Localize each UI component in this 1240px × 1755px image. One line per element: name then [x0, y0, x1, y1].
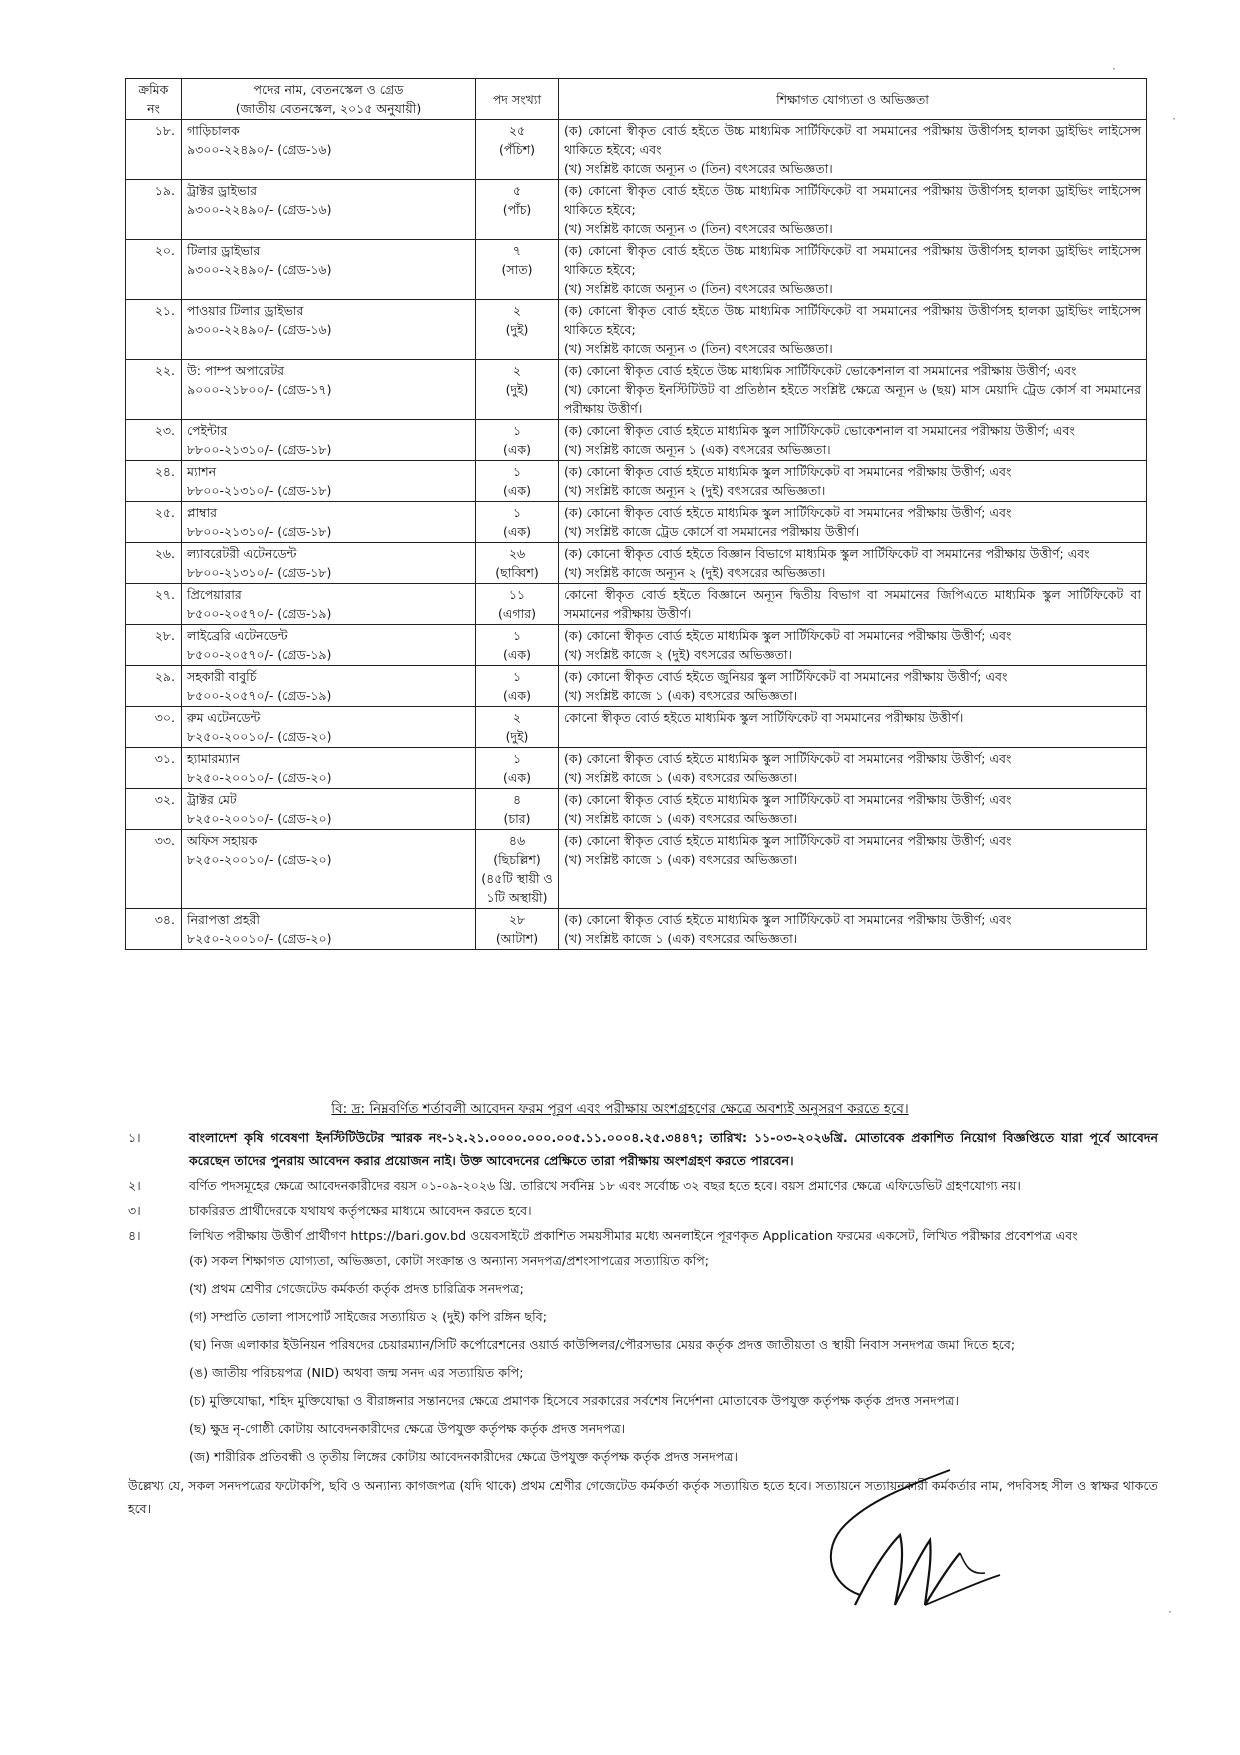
post-count: ২৬ — [508, 546, 526, 561]
header-post — [182, 79, 476, 120]
row-qualification — [559, 625, 1147, 666]
term-item — [128, 1224, 1158, 1247]
post-name: ট্রাক্টর মেট — [187, 792, 237, 807]
post-pay-scale: ৮২৫০-২০০১০/- (গ্রেড-২০) — [187, 770, 332, 785]
post-name: সহকারী বাবুর্চি — [187, 669, 257, 684]
row-count — [476, 584, 559, 625]
post-count: ১ — [512, 628, 522, 643]
row-qualification — [559, 789, 1147, 830]
term-number: ৪। — [128, 1228, 141, 1243]
qualification-line: (ক) কোনো স্বীকৃত বোর্ড হইতে মাধ্যমিক স্কুল সার্টিফিকেট বা সমমানের পরীক্ষায় উত্তীর্ণ; এবং — [564, 751, 1012, 766]
qualification-line: (খ) সংশ্লিষ্ট কাজে ১ (এক) বৎসরের অভিজ্ঞতা। — [564, 770, 798, 785]
term-item — [128, 1174, 1158, 1197]
post-name: টিলার ড্রাইভার — [187, 243, 261, 258]
table-row — [126, 707, 1147, 748]
term-number: ১। — [128, 1130, 141, 1145]
qualification-line: (খ) সংশ্লিষ্ট কাজে অন্যূন ২ (দুই) বৎসরের অভিজ্ঞতা। — [564, 565, 826, 580]
qualification-line: (খ) সংশ্লিষ্ট কাজে অন্যূন ২ (দুই) বৎসরের অভিজ্ঞতা। — [564, 483, 826, 498]
qualification-line: (ক) কোনো স্বীকৃত বোর্ড হইতে উচ্চ মাধ্যমিক সার্টিফিকেট বা সমমানের পরীক্ষায় উত্তীর্ণসহ হালকা ড্রাইভিং লাইসেন্স থাকিতে হইবে; — [564, 183, 1141, 217]
row-serial: ১৯. — [126, 180, 182, 240]
table-row — [126, 360, 1147, 420]
table-row — [126, 666, 1147, 707]
qualification-line: (ক) কোনো স্বীকৃত বোর্ড হইতে মাধ্যমিক স্কুল সার্টিফিকেট বা সমমানের পরীক্ষায় উত্তীর্ণ; এবং — [564, 464, 1012, 479]
post-pay-scale: ৮৮০০-২১৩১০/- (গ্রেড-১৮) — [187, 483, 332, 498]
post-name: ম্যাশন — [187, 464, 217, 479]
row-post — [182, 909, 476, 950]
checklist-item: (ছ) ক্ষুদ্র নৃ-গোষ্ঠী কোটায় আবেদনকারীদের ক্ষেত্রে উপযুক্ত কর্তৃপক্ষ কর্তৃক প্রদত্ত সনদপত্র। — [189, 1421, 626, 1436]
row-count — [476, 180, 559, 240]
post-name: ল্যাবরেটরী এটেনডেন্ট — [187, 546, 297, 561]
post-count: ৪ — [512, 792, 522, 807]
term-text: লিখিত পরীক্ষায় উত্তীর্ণ প্রার্থীগণ https://bari.gov.bd ওয়েবসাইটে প্রকাশিত সময়সীমার মধ্যে অনলাইনে পূরণকৃত Application ফরমের একসেট, লিখিত পরীক্ষার প্রবেশপত্র এবং — [189, 1228, 1078, 1243]
post-pay-scale: ৮২৫০-২০০১০/- (গ্রেড-২০) — [187, 811, 332, 826]
row-count — [476, 748, 559, 789]
qualification-line: (খ) সংশ্লিষ্ট কাজে অন্যূন ৩ (তিন) বৎসরের অভিজ্ঞতা। — [564, 281, 833, 296]
checklist-item: (গ) সম্প্রতি তোলা পাসপোর্ট সাইজের সত্যায়িত ২ (দুই) কপি রঙ্গিন ছবি; — [189, 1309, 547, 1324]
table-row — [126, 625, 1147, 666]
scan-speck-top: · — [1112, 62, 1116, 76]
row-serial: ২৯. — [126, 666, 182, 707]
post-count-words: (দুই) — [505, 729, 529, 744]
post-count: ৭ — [512, 243, 522, 258]
post-count-words: (চার) — [503, 811, 531, 826]
post-pay-scale: ৮২৫০-২০০১০/- (গ্রেড-২০) — [187, 931, 332, 946]
qualification-line: (ক) কোনো স্বীকৃত বোর্ড হইতে উচ্চ মাধ্যমিক সার্টিফিকেট ভোকেশনাল বা সমমানের পরীক্ষায় উত্তীর্ণ; এবং — [564, 363, 1077, 378]
post-count: ১১ — [508, 587, 526, 602]
row-count — [476, 909, 559, 950]
post-pay-scale: ৯৩০০-২২৪৯০/- (গ্রেড-১৬) — [187, 322, 332, 337]
term-text: চাকরিরত প্রার্থীদেরকে যথাযথ কর্তৃপক্ষের মাধ্যমে আবেদন করতে হবে। — [189, 1203, 532, 1218]
row-count — [476, 666, 559, 707]
post-count: ৪৬ — [508, 833, 526, 848]
row-post — [182, 180, 476, 240]
qualification-line: (খ) সংশ্লিষ্ট কাজে ২ (দুই) বৎসরের অভিজ্ঞতা। — [564, 647, 793, 662]
post-name: ট্রাক্টর ড্রাইভার — [187, 183, 258, 198]
terms-items — [128, 1126, 1158, 1247]
table-row — [126, 748, 1147, 789]
qualification-line: (ক) কোনো স্বীকৃত বোর্ড হইতে উচ্চ মাধ্যমিক সার্টিফিকেট বা সমমানের পরীক্ষায় উত্তীর্ণসহ হালকা ড্রাইভিং লাইসেন্স থাকিতে হইবে; — [564, 243, 1141, 277]
row-qualification — [559, 748, 1147, 789]
qualification-line: (খ) সংশ্লিষ্ট কাজে ট্রেড কোর্সে বা সমমানের পরীক্ষায় উত্তীর্ণ। — [564, 524, 860, 539]
post-name: প্রিপেয়ারার — [187, 587, 242, 602]
post-pay-scale: ৮৮০০-২১৩১০/- (গ্রেড-১৮) — [187, 442, 332, 457]
post-name: হ্যামারম্যান — [187, 751, 240, 766]
table-row — [126, 120, 1147, 180]
term-text: বাংলাদেশ কৃষি গবেষণা ইনস্টিটিউটের স্মারক নং-১২.২১.০০০০.০০০.০০৫.১১.০০০৪.২৫.৩৪৪৭; তারিখ: ১১-০৩-২০২৬খ্রি. মোতাবেক প্রকাশিত নিয়োগ বিজ্ঞপ্তিতে যারা পূর্বে আবেদন করেছেন তাদের পুনরায় আবেদন করার প্রয়োজন নাই। উক্ত আবেদনের প্রেক্ষিতে তারা পরীক্ষায় অংশগ্রহণ করতে পারবেন। — [189, 1130, 1158, 1168]
row-count — [476, 300, 559, 360]
signature-mark — [800, 1455, 1040, 1625]
row-qualification — [559, 584, 1147, 625]
row-qualification — [559, 707, 1147, 748]
row-serial: ৩৪. — [126, 909, 182, 950]
post-count: ২৮ — [508, 912, 526, 927]
qualification-line: (খ) সংশ্লিষ্ট কাজে অন্যূন ৩ (তিন) বৎসরের অভিজ্ঞতা। — [564, 161, 833, 176]
post-pay-scale: ৯০০০-২১৮০০/- (গ্রেড-১৭) — [187, 382, 332, 397]
row-count — [476, 625, 559, 666]
row-qualification — [559, 180, 1147, 240]
row-qualification — [559, 666, 1147, 707]
row-post — [182, 360, 476, 420]
row-serial: ৩১. — [126, 748, 182, 789]
post-count: ২৫ — [508, 123, 526, 138]
row-qualification — [559, 120, 1147, 180]
row-serial: ২৪. — [126, 461, 182, 502]
row-qualification — [559, 830, 1147, 909]
row-qualification — [559, 502, 1147, 543]
post-name: অফিস সহায়ক — [187, 833, 258, 848]
row-count — [476, 420, 559, 461]
post-count-words: (সাত) — [501, 262, 533, 277]
post-name: রুম এটেনডেন্ট — [187, 710, 261, 725]
post-name: গাড়িচালক — [187, 123, 240, 138]
post-count-words: (এক) — [502, 442, 531, 457]
qualification-line: (খ) সংশ্লিষ্ট কাজে অন্যূন ৩ (তিন) বৎসরের অভিজ্ঞতা। — [564, 341, 833, 356]
checklist-item: (ঘ) নিজ এলাকার ইউনিয়ন পরিষদের চেয়ারম্যান/সিটি কর্পোরেশনের ওয়ার্ড কাউন্সিলর/পৌরসভার মেয়র কর্তৃক প্রদত্ত জাতীয়তা ও স্থায়ী নিবাস সনদপত্র জমা দিতে হবে; — [189, 1337, 1016, 1352]
row-count — [476, 360, 559, 420]
post-pay-scale: ৮৮০০-২১৩১০/- (গ্রেড-১৮) — [187, 565, 332, 580]
post-pay-scale: ৯৩০০-২২৪৯০/- (গ্রেড-১৬) — [187, 202, 332, 217]
row-qualification — [559, 240, 1147, 300]
table-row — [126, 461, 1147, 502]
checklist-item: (ক) সকল শিক্ষাগত যোগ্যতা, অভিজ্ঞতা, কোটা সংক্রান্ত ও অন্যান্য সনদপত্র/প্রশংসাপত্রের সত্যায়িত কপি; — [189, 1253, 710, 1268]
row-post — [182, 502, 476, 543]
post-name: পাওয়ার টিলার ড্রাইভার — [187, 303, 304, 318]
term-number: ২। — [128, 1178, 141, 1193]
header-post-subtitle: (জাতীয় বেতনস্কেল, ২০১৫ অনুযায়ী) — [235, 101, 422, 116]
row-count — [476, 461, 559, 502]
header-post-title: পদের নাম, বেতনস্কেল ও গ্রেড — [253, 82, 404, 97]
qualification-line: (ক) কোনো স্বীকৃত বোর্ড হইতে মাধ্যমিক স্কুল সার্টিফিকেট বা সমমানের পরীক্ষায় উত্তীর্ণ; এবং — [564, 833, 1012, 848]
scan-speck-right: · — [1172, 112, 1176, 126]
header-qualification: শিক্ষাগত যোগ্যতা ও অভিজ্ঞতা — [559, 79, 1147, 120]
post-pay-scale: ৯৩০০-২২৪৯০/- (গ্রেড-১৬) — [187, 142, 332, 157]
row-qualification — [559, 300, 1147, 360]
row-serial: ৩৩. — [126, 830, 182, 909]
table-row — [126, 300, 1147, 360]
table-row — [126, 502, 1147, 543]
post-count-words: (এক) — [502, 688, 531, 703]
post-count: ৫ — [512, 183, 522, 198]
post-count: ১ — [512, 505, 522, 520]
row-post — [182, 584, 476, 625]
table-row — [126, 909, 1147, 950]
row-serial: ২৩. — [126, 420, 182, 461]
row-post — [182, 300, 476, 360]
row-serial: ২৭. — [126, 584, 182, 625]
row-count — [476, 707, 559, 748]
post-pay-scale: ৮৮০০-২১৩১০/- (গ্রেড-১৮) — [187, 524, 332, 539]
qualification-line: (ক) কোনো স্বীকৃত বোর্ড হইতে উচ্চ মাধ্যমিক সার্টিফিকেট বা সমমানের পরীক্ষায় উত্তীর্ণসহ হালকা ড্রাইভিং লাইসেন্স থাকিতে হইবে; এবং — [564, 123, 1141, 157]
post-name: উ: পাম্প অপারেটর — [187, 363, 285, 378]
table-row — [126, 180, 1147, 240]
row-count — [476, 543, 559, 584]
row-post — [182, 543, 476, 584]
row-serial: ২৫. — [126, 502, 182, 543]
qualification-line: (খ) সংশ্লিষ্ট কাজে অন্যূন ১ (এক) বৎসরের অভিজ্ঞতা। — [564, 442, 831, 457]
post-count-words: (পঁচিশ) — [499, 142, 535, 157]
qualification-line: (ক) কোনো স্বীকৃত বোর্ড হইতে মাধ্যমিক স্কুল সার্টিফিকেট বা সমমানের পরীক্ষায় উত্তীর্ণ; এবং — [564, 792, 1012, 807]
qualification-line: (ক) কোনো স্বীকৃত বোর্ড হইতে বিজ্ঞান বিভাগে মাধ্যমিক স্কুল সার্টিফিকেট বা সমমানের পরীক্ষায় উত্তীর্ণ; এবং — [564, 546, 1090, 561]
post-count: ১ — [512, 423, 522, 438]
checklist-item: (চ) মুক্তিযোদ্ধা, শহিদ মুক্তিযোদ্ধা ও বীরাঙ্গনার সন্তানদের ক্ষেত্রে প্রমাণক হিসেবে সরকারের সর্বশেষ নির্দেশনা মোতাবেক উপযুক্ত কর্তৃপক্ষ কর্তৃক প্রদত্ত সনদপত্র। — [189, 1393, 960, 1408]
post-pay-scale: ৮২৫০-২০০১০/- (গ্রেড-২০) — [187, 729, 332, 744]
post-pay-scale: ৮৫০০-২০৫৭০/- (গ্রেড-১৯) — [187, 647, 332, 662]
qualification-line: (খ) সংশ্লিষ্ট কাজে ১ (এক) বৎসরের অভিজ্ঞতা। — [564, 688, 798, 703]
post-count-words: (এগার) — [498, 606, 536, 621]
post-count-words: (এক) — [502, 647, 531, 662]
document-checklist — [189, 1249, 1158, 1468]
qualification-line: (খ) কোনো স্বীকৃত ইনস্টিটিউট বা প্রতিষ্ঠান হইতে সংশ্লিষ্ট ক্ষেত্রে অন্যূন ৬ (ছয়) মাস মেয়াদি ট্রেড কোর্স বা সমমানের পরীক্ষায় উত্তীর্ণ। — [564, 382, 1141, 416]
row-post — [182, 748, 476, 789]
row-serial: ২৬. — [126, 543, 182, 584]
post-count: ১ — [512, 669, 522, 684]
row-post — [182, 420, 476, 461]
post-pay-scale: ৮৫০০-২০৫৭০/- (গ্রেড-১৯) — [187, 606, 332, 621]
row-post — [182, 461, 476, 502]
row-post — [182, 789, 476, 830]
qualification-line: কোনো স্বীকৃত বোর্ড হইতে মাধ্যমিক স্কুল সার্টিফিকেট বা সমমানের পরীক্ষায় উত্তীর্ণ। — [564, 710, 964, 725]
term-text: বর্ণিত পদসমূহের ক্ষেত্রে আবেদনকারীদের বয়স ০১-০৯-২০২৬ খ্রি. তারিখে সর্বনিম্ন ১৮ এবং সর্বোচ্চ ৩২ বছর হতে হবে। বয়স প্রমাণের ক্ষেত্রে এফিডেভিট গ্রহণযোগ্য নয়। — [189, 1178, 1021, 1193]
row-count — [476, 120, 559, 180]
qualification-line: (খ) সংশ্লিষ্ট কাজে অন্যূন ৩ (তিন) বৎসরের অভিজ্ঞতা। — [564, 221, 833, 236]
row-count — [476, 240, 559, 300]
qualification-line: (খ) সংশ্লিষ্ট কাজে ১ (এক) বৎসরের অভিজ্ঞতা। — [564, 931, 798, 946]
post-count: ১ — [512, 464, 522, 479]
qualification-line: (খ) সংশ্লিষ্ট কাজে ১ (এক) বৎসরের অভিজ্ঞতা। — [564, 811, 798, 826]
post-count: ২ — [512, 363, 522, 378]
header-count: পদ সংখ্যা — [476, 79, 559, 120]
row-post — [182, 666, 476, 707]
post-count-words: (ছিচল্লিশ) — [493, 852, 541, 867]
row-count — [476, 789, 559, 830]
qualification-line: (ক) কোনো স্বীকৃত বোর্ড হইতে মাধ্যমিক স্কুল সার্টিফিকেট বা সমমানের পরীক্ষায় উত্তীর্ণ; এবং — [564, 912, 1012, 927]
row-post — [182, 830, 476, 909]
table-row — [126, 240, 1147, 300]
row-qualification — [559, 420, 1147, 461]
qualification-line: (খ) সংশ্লিষ্ট কাজে ১ (এক) বৎসরের অভিজ্ঞতা। — [564, 852, 798, 867]
post-pay-scale: ৮২৫০-২০০১০/- (গ্রেড-২০) — [187, 852, 332, 867]
table-body — [126, 120, 1147, 950]
table-row — [126, 830, 1147, 909]
scan-speck-bottom: · — [1168, 1605, 1172, 1619]
post-count-detail: (৪৫টি স্থায়ী ও ১টি অস্থায়ী) — [481, 871, 553, 905]
post-count-words: (ছাব্বিশ) — [495, 565, 539, 580]
qualification-line: (ক) কোনো স্বীকৃত বোর্ড হইতে মাধ্যমিক স্কুল সার্টিফিকেট বা সমমানের পরীক্ষায় উত্তীর্ণ; এবং — [564, 505, 1012, 520]
post-pay-scale: ৮৫০০-২০৫৭০/- (গ্রেড-১৯) — [187, 688, 332, 703]
qualification-line: (ক) কোনো স্বীকৃত বোর্ড হইতে উচ্চ মাধ্যমিক সার্টিফিকেট বা সমমানের পরীক্ষায় উত্তীর্ণসহ হালকা ড্রাইভিং লাইসেন্স থাকিতে হইবে; — [564, 303, 1141, 337]
post-count-words: (এক) — [502, 524, 531, 539]
post-count: ২ — [512, 710, 522, 725]
post-name: প্লাম্বার — [187, 505, 218, 520]
post-name: পেইন্টার — [187, 423, 228, 438]
row-count — [476, 830, 559, 909]
row-serial: ২৮. — [126, 625, 182, 666]
checklist-item: (খ) প্রথম শ্রেণীর গেজেটেড কর্মকর্তা কর্তৃক প্রদত্ত চারিত্রিক সনদপত্র; — [189, 1281, 524, 1296]
row-qualification — [559, 909, 1147, 950]
post-count-words: (পাঁচ) — [502, 202, 532, 217]
row-serial: ৩২. — [126, 789, 182, 830]
qualification-line: (ক) কোনো স্বীকৃত বোর্ড হইতে মাধ্যমিক স্কুল সার্টিফিকেট বা সমমানের পরীক্ষায় উত্তীর্ণ; এবং — [564, 628, 1012, 643]
table-row — [126, 584, 1147, 625]
post-count-words: (এক) — [502, 483, 531, 498]
post-count: ২ — [512, 303, 522, 318]
note-heading — [0, 1098, 1240, 1121]
row-post — [182, 120, 476, 180]
term-number: ৩। — [128, 1203, 141, 1218]
post-count-words: (দুই) — [505, 322, 529, 337]
post-name: লাইব্রেরি এটেনডেন্ট — [187, 628, 288, 643]
post-count-words: (এক) — [502, 770, 531, 785]
row-serial: ২২. — [126, 360, 182, 420]
post-pay-scale: ৯৩০০-২২৪৯০/- (গ্রেড-১৬) — [187, 262, 332, 277]
post-count-words: (দুই) — [505, 382, 529, 397]
row-post — [182, 707, 476, 748]
row-count — [476, 502, 559, 543]
checklist-item: (ঙ) জাতীয় পরিচয়পত্র (NID) অথবা জন্ম সনদ এর সত্যায়িত কপি; — [189, 1365, 524, 1380]
row-qualification — [559, 461, 1147, 502]
post-count: ১ — [512, 751, 522, 766]
closing-note: উল্লেখ্য যে, সকল সনদপত্রের ফটোকপি, ছবি ও অন্যান্য কাগজপত্র (যদি থাকে) প্রথম শ্রেণীর গেজেটেড কর্মকর্তা কর্তৃক সত্যায়িত হতে হবে। সত্যায়নে সত্যায়নকারী কর্মকর্তার নাম, পদবিসহ সীল ও স্বাক্ষর থাকতে হবে। — [128, 1478, 1158, 1516]
table-row — [126, 789, 1147, 830]
row-post — [182, 625, 476, 666]
qualification-line: (ক) কোনো স্বীকৃত বোর্ড হইতে মাধ্যমিক স্কুল সার্টিফিকেট ভোকেশনাল বা সমমানের পরীক্ষায় উত্তীর্ণ; এবং — [564, 423, 1075, 438]
row-serial: ১৮. — [126, 120, 182, 180]
table-header-row — [126, 79, 1147, 120]
row-serial: ৩০. — [126, 707, 182, 748]
post-count-words: (আটাশ) — [495, 931, 539, 946]
posts-table — [125, 78, 1147, 950]
term-item — [128, 1199, 1158, 1222]
header-serial: ক্রমিক নং — [126, 79, 182, 120]
row-post — [182, 240, 476, 300]
row-qualification — [559, 360, 1147, 420]
term-item — [128, 1126, 1158, 1172]
table-row — [126, 420, 1147, 461]
post-name: নিরাপত্তা প্রহরী — [187, 912, 260, 927]
row-serial: ২১. — [126, 300, 182, 360]
qualification-line: (ক) কোনো স্বীকৃত বোর্ড হইতে জুনিয়র স্কুল সার্টিফিকেট বা সমমানের পরীক্ষায় উত্তীর্ণ; এবং — [564, 669, 1008, 684]
table-row — [126, 543, 1147, 584]
row-serial: ২০. — [126, 240, 182, 300]
row-qualification — [559, 543, 1147, 584]
checklist-item: (জ) শারীরিক প্রতিবন্ধী ও তৃতীয় লিঙ্গের কোটায় আবেদনকারীদের ক্ষেত্রে উপযুক্ত কর্তৃপক্ষ কর্তৃক প্রদত্ত সনদপত্র। — [189, 1449, 738, 1464]
qualification-line: কোনো স্বীকৃত বোর্ড হইতে বিজ্ঞানে অন্যূন দ্বিতীয় বিভাগ বা সমমানের জিপিএতে মাধ্যমিক স্কুল সার্টিফিকেট বা সমমানের পরীক্ষায় উত্তীর্ণ। — [564, 587, 1141, 621]
note-heading-text: বি: দ্র: নিম্নবর্ণিত শর্তাবলী আবেদন ফরম পূরণ এবং পরীক্ষায় অংশগ্রহণের ক্ষেত্রে অবশ্যই অনুসরণ করতে হবে। — [331, 1101, 909, 1117]
